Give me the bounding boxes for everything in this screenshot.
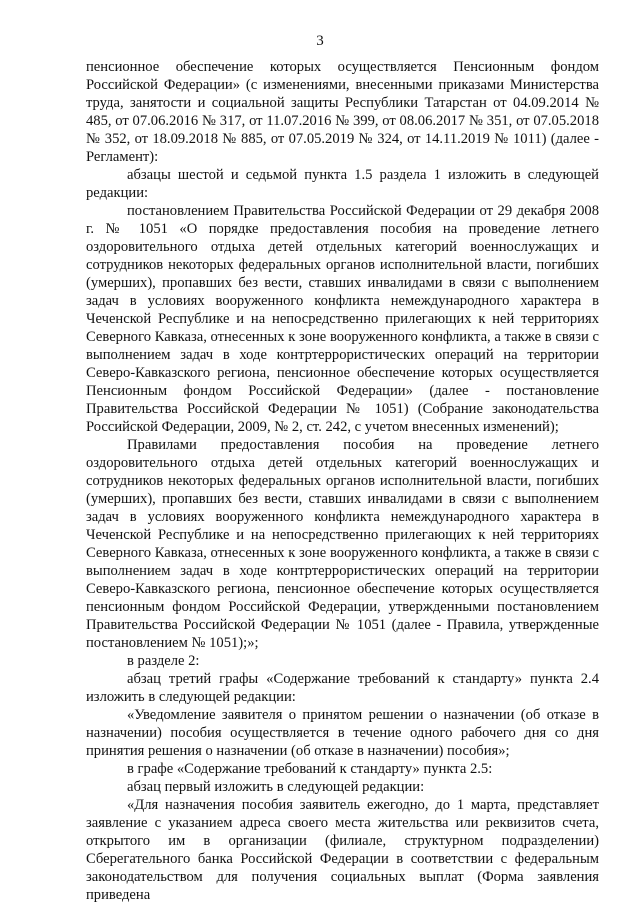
document-body: [86, 58, 599, 904]
paragraph-regulation-reference: пенсионное обеспечение которых осуществляется Пенсионным фондом Российской Федерации» (с изменениями, внесенными приказами Министерства труда, занятости и социальной защиты Республики Татарстан от 04.09.2014 № 485, от 07.06.2016 № 317, от 11.07.2016 № 399, от 08.06.2017 № 351, от 07.05.2018 № 352, от 18.09.2018 № 885, от 07.05.2019 № 324, от 14.11.2019 № 1011) (далее - Регламент):: [86, 59, 599, 165]
paragraph-clause-2-5-column: в графе «Содержание требований к стандарту» пункта 2.5:: [127, 761, 493, 777]
paragraph-application-text: «Для назначения пособия заявитель ежегодно, до 1 марта, представляет заявление с указанием адреса своего места жительства или реквизитов счета, открытого им в организации (филиале, структурном подразделении) Сберегательного банка Российской Федерации в соответствии с федеральным законодательством для получения социальных выплат (Форма заявления приведена: [86, 797, 599, 903]
paragraph-notification-text: «Уведомление заявителя о принятом решении о назначении (об отказе в назначении) пособия осуществляется в течение одного рабочего дня со дня принятия решения о назначении (об отказе в назначении) пособия»;: [86, 707, 599, 759]
paragraph-first-abzac: абзац первый изложить в следующей редакции:: [127, 779, 425, 795]
paragraph-government-resolution: постановлением Правительства Российской Федерации от 29 декабря 2008 г. № 1051 «О порядке предоставления пособия на проведение летнего оздоровительного отдыха детей отдельных категорий военнослужащих и сотрудников некоторых федеральных органов исполнительной власти, погибших (умерших), пропавших без вести, ставших инвалидами в связи с выполнением задач в условиях вооруженного конфликта немеждународного характера в Чеченской Республике и на непосредственно прилегающих к ней территориях Северного Кавказа, отнесенных к зоне вооруженного конфликта, а также в связи с выполнением задач в ходе контртеррористических операций на территории Северо-Кавказского региона, пенсионное обеспечение которых осуществляется Пенсионным фондом Российской Федерации» (далее - постановление Правительства Российской Федерации № 1051) (Собрание законодательства Российской Федерации, 2009, № 2, ст. 242, с учетом внесенных изменений);: [86, 203, 599, 435]
paragraph-amend-clause-2-4: абзац третий графы «Содержание требований к стандарту» пункта 2.4 изложить в следующей редакции:: [86, 671, 599, 705]
paragraph-section-2: в разделе 2:: [127, 653, 200, 669]
paragraph-rules-reference: Правилами предоставления пособия на проведение летнего оздоровительного отдыха детей отдельных категорий военнослужащих и сотрудников некоторых федеральных органов исполнительной власти, погибших (умерших), пропавших без вести, ставших инвалидами в связи с выполнением задач в условиях вооруженного конфликта немеждународного характера в Чеченской Республике и на непосредственно прилегающих к ней территориях Северного Кавказа, отнесенных к зоне вооруженного конфликта, а также в связи с выполнением задач в ходе контртеррористических операций на территории Северо-Кавказского региона, пенсионное обеспечение которых осуществляется пенсионным фондом Российской Федерации, утвержденными постановлением Правительства Российской Федерации № 1051 (далее - Правила, утвержденные постановлением № 1051);»;: [86, 437, 599, 651]
page-number: 3: [316, 33, 324, 49]
paragraph-amend-clause-1-5: абзацы шестой и седьмой пункта 1.5 раздела 1 изложить в следующей редакции:: [86, 167, 599, 201]
